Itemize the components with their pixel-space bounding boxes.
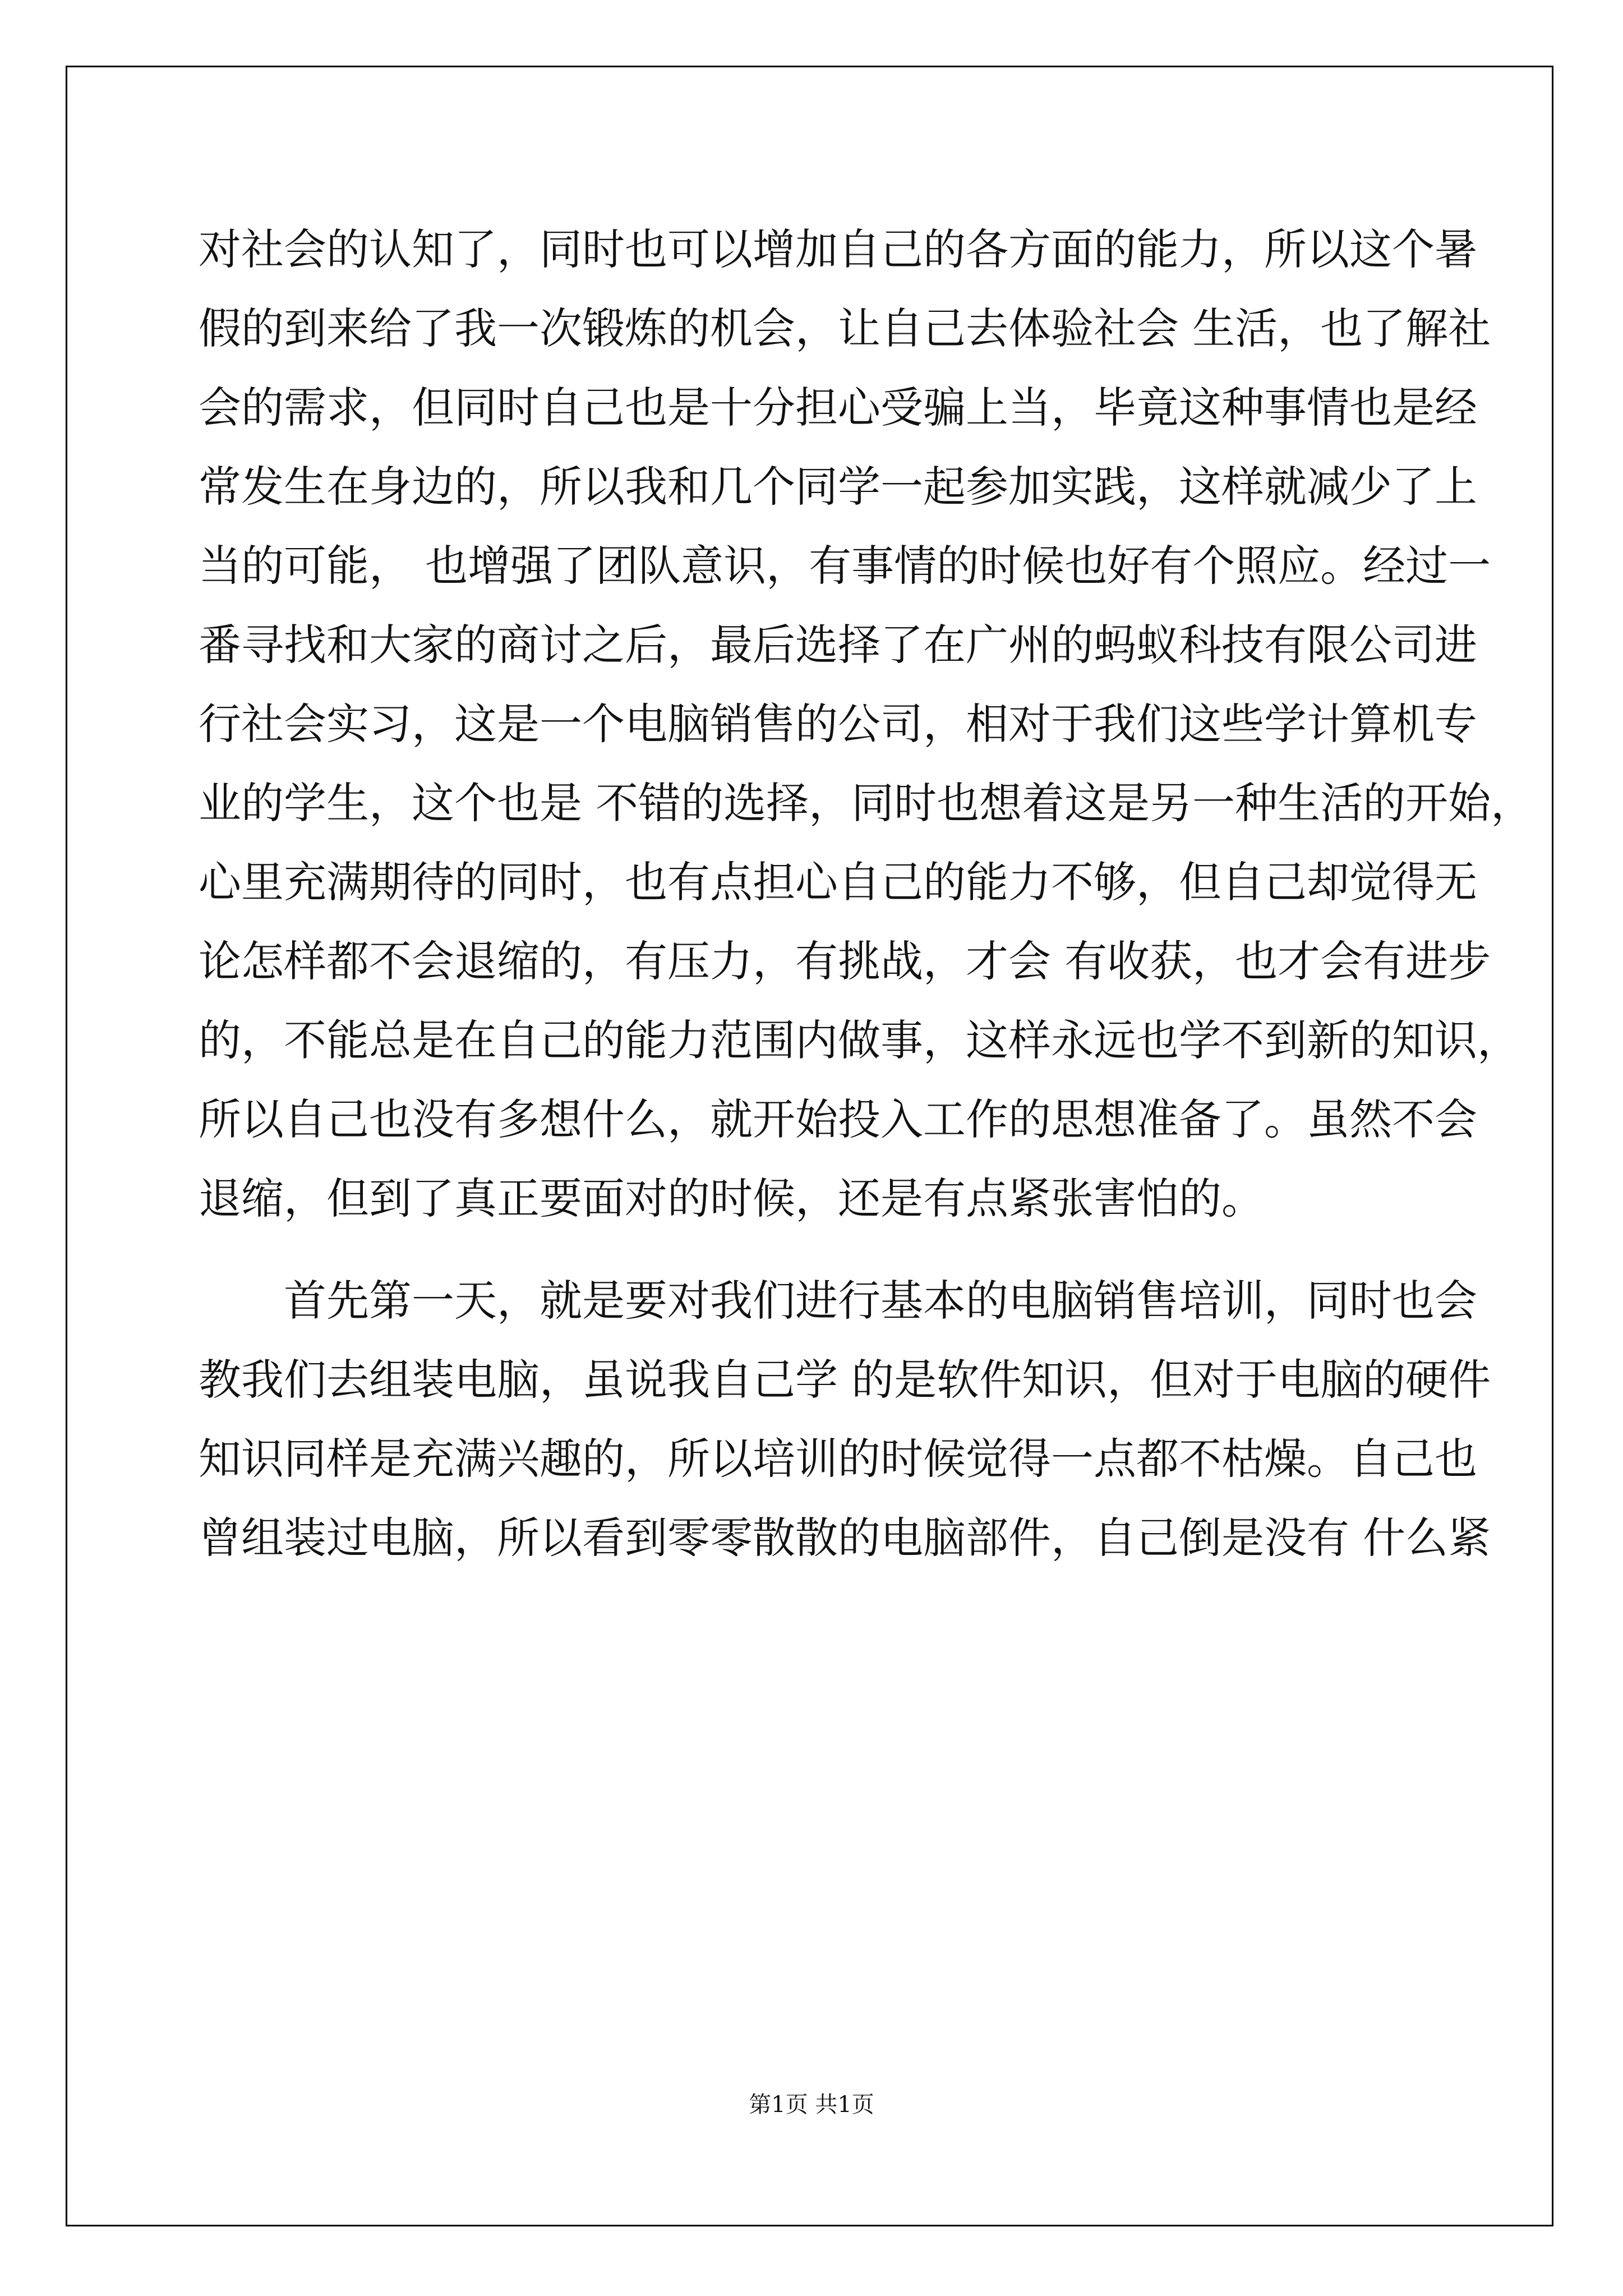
paragraph-spacing bbox=[199, 1238, 1432, 1261]
text-line: 会的需求，但同时自己也是十分担心受骗上当，毕竟这种事情也是经 bbox=[199, 383, 1477, 432]
text-line: 番寻找和大家的商讨之后，最后选择了在广州的蚂蚁科技有限公司进 bbox=[199, 620, 1477, 670]
text-line: 教我们去组装电脑，虽说我自己学 的是软件知识，但对于电脑的硬件 bbox=[199, 1355, 1491, 1405]
text-line: 退缩，但到了真正要面对的时候，还是有点紧张害怕的。 bbox=[199, 1174, 1264, 1223]
text-line-first-indented: 首先第一天，就是要对我们进行基本的电脑销售培训，同时也会 bbox=[284, 1276, 1477, 1326]
paragraph-1 bbox=[199, 210, 1534, 1238]
text-line: 的，不能总是在自己的能力范围内做事，这样永远也学不到新的知识， bbox=[199, 1015, 1520, 1065]
page-number-footer: 第1页 共1页 bbox=[749, 2092, 874, 2118]
text-line: 业的学生，这个也是 不错的选择，同时也想着这是另一种生活的开始， bbox=[199, 778, 1534, 828]
document-body bbox=[199, 210, 1534, 1577]
text-line: 当的可能， 也增强了团队意识，有事情的时候也好有个照应。经过一 bbox=[199, 541, 1491, 591]
text-line: 常发生在身边的，所以我和几个同学一起参加实践，这样就减少了上 bbox=[199, 462, 1477, 512]
text-line: 论怎样都不会退缩的，有压力，有挑战，才会 有收获，也才会有进步 bbox=[199, 936, 1491, 986]
text-line: 所以自己也没有多想什么，就开始投入工作的思想准备了。虽然不会 bbox=[199, 1094, 1477, 1144]
paragraph-2 bbox=[199, 1261, 1491, 1577]
text-line: 对社会的认知了，同时也可以增加自己的各方面的能力，所以这个暑 bbox=[199, 224, 1477, 274]
text-line: 心里充满期待的同时，也有点担心自己的能力不够，但自己却觉得无 bbox=[199, 857, 1477, 907]
text-line: 曾组装过电脑，所以看到零零散散的电脑部件，自己倒是没有 什么紧 bbox=[199, 1513, 1491, 1563]
text-line: 行社会实习，这是一个电脑销售的公司，相对于我们这些学计算机专 bbox=[199, 699, 1477, 749]
text-line: 假的到来给了我一次锻炼的机会，让自己去体验社会 生活，也了解社 bbox=[199, 303, 1491, 353]
text-line: 知识同样是充满兴趣的，所以培训的时候觉得一点都不枯燥。自己也 bbox=[199, 1434, 1477, 1484]
